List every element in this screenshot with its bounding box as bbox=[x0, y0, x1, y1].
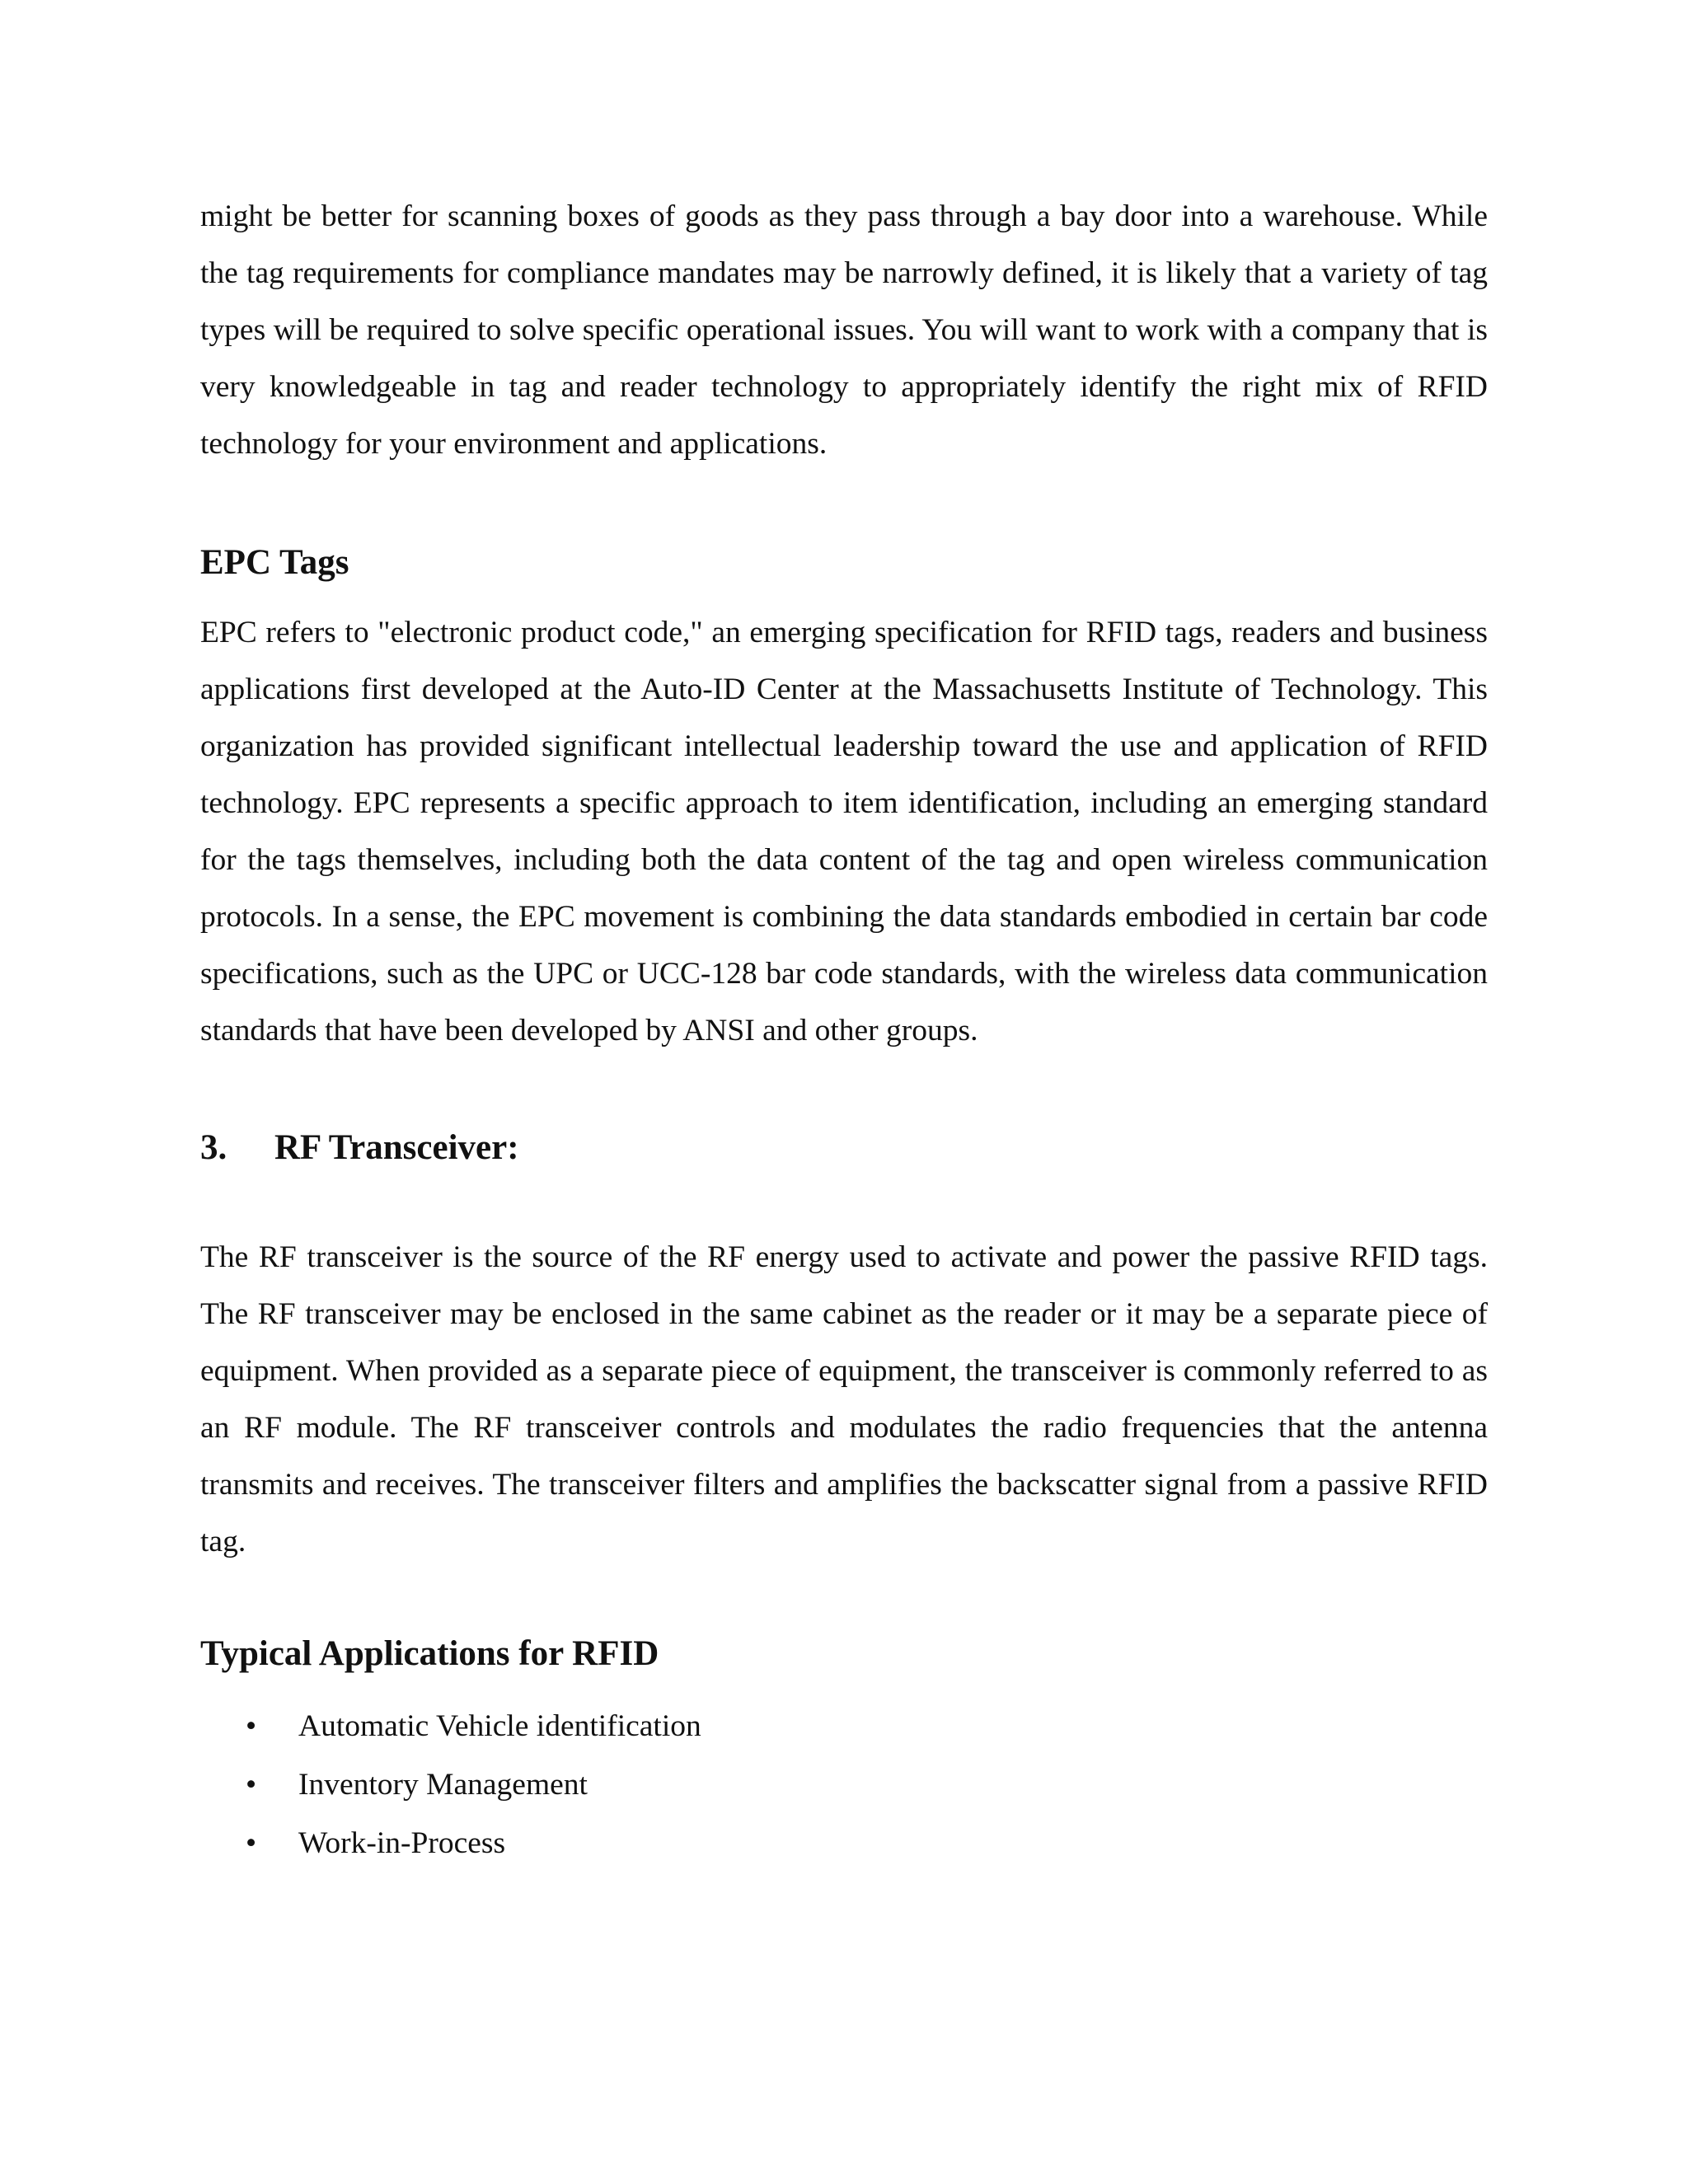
list-item bbox=[200, 1755, 1488, 1814]
rf-transceiver-paragraph: The RF transceiver is the source of the RF energy used to activate and power the passive RFID tags. The RF transceiver may be enclosed in the same cabinet as the reader or it may be a separate piece of equipment. When provided as a separate piece of equipment, the transceiver is commonly referred to as an RF module. The RF transceiver controls and modulates the radio frequencies that the antenna transmits and receives. The transceiver filters and amplifies the backscatter signal from a passive RFID tag. bbox=[200, 1240, 1488, 1558]
section-title: RF Transceiver: bbox=[274, 1128, 519, 1167]
document-page bbox=[200, 188, 1488, 1872]
list-item bbox=[200, 1814, 1488, 1872]
bullet-icon: • bbox=[246, 1709, 257, 1743]
intro-paragraph: might be better for scanning boxes of goods as they pass through a bay door into a warehouse. While the tag requirements for compliance mandates may be narrowly defined, it is likely that a variety of tag types will be required to solve specific operational issues. You will want to work with a company that is very knowledgeable in tag and reader technology to appropriately identify the right mix of RFID technology for your environment and applications. bbox=[200, 199, 1488, 461]
bullet-icon: • bbox=[246, 1826, 257, 1860]
list-item-label: Automatic Vehicle identification bbox=[298, 1709, 701, 1743]
bullet-icon: • bbox=[246, 1768, 257, 1802]
epc-tags-heading: EPC Tags bbox=[200, 543, 349, 582]
list-item-label: Work-in-Process bbox=[298, 1826, 506, 1860]
section-number: 3. bbox=[200, 1128, 227, 1167]
applications-list bbox=[200, 1697, 1488, 1872]
epc-tags-paragraph: EPC refers to "electronic product code," an emerging specification for RFID tags, readers and business applications first developed at the Auto-ID Center at the Massachusetts Institute of Technology. This organization has provided significant intellectual leadership toward the use and application of RFID technology. EPC represents a specific approach to item identification, including an emerging standard for the tags themselves, including both the data content of the tag and open wireless communication protocols. In a sense, the EPC movement is combining the data standards embodied in certain bar code specifications, such as the UPC or UCC-128 bar code standards, with the wireless data communication standards that have been developed by ANSI and other groups. bbox=[200, 616, 1488, 1047]
rf-transceiver-heading bbox=[200, 1123, 1488, 1173]
typical-applications-heading: Typical Applications for RFID bbox=[200, 1634, 659, 1673]
list-item-label: Inventory Management bbox=[298, 1768, 588, 1802]
list-item bbox=[200, 1697, 1488, 1755]
